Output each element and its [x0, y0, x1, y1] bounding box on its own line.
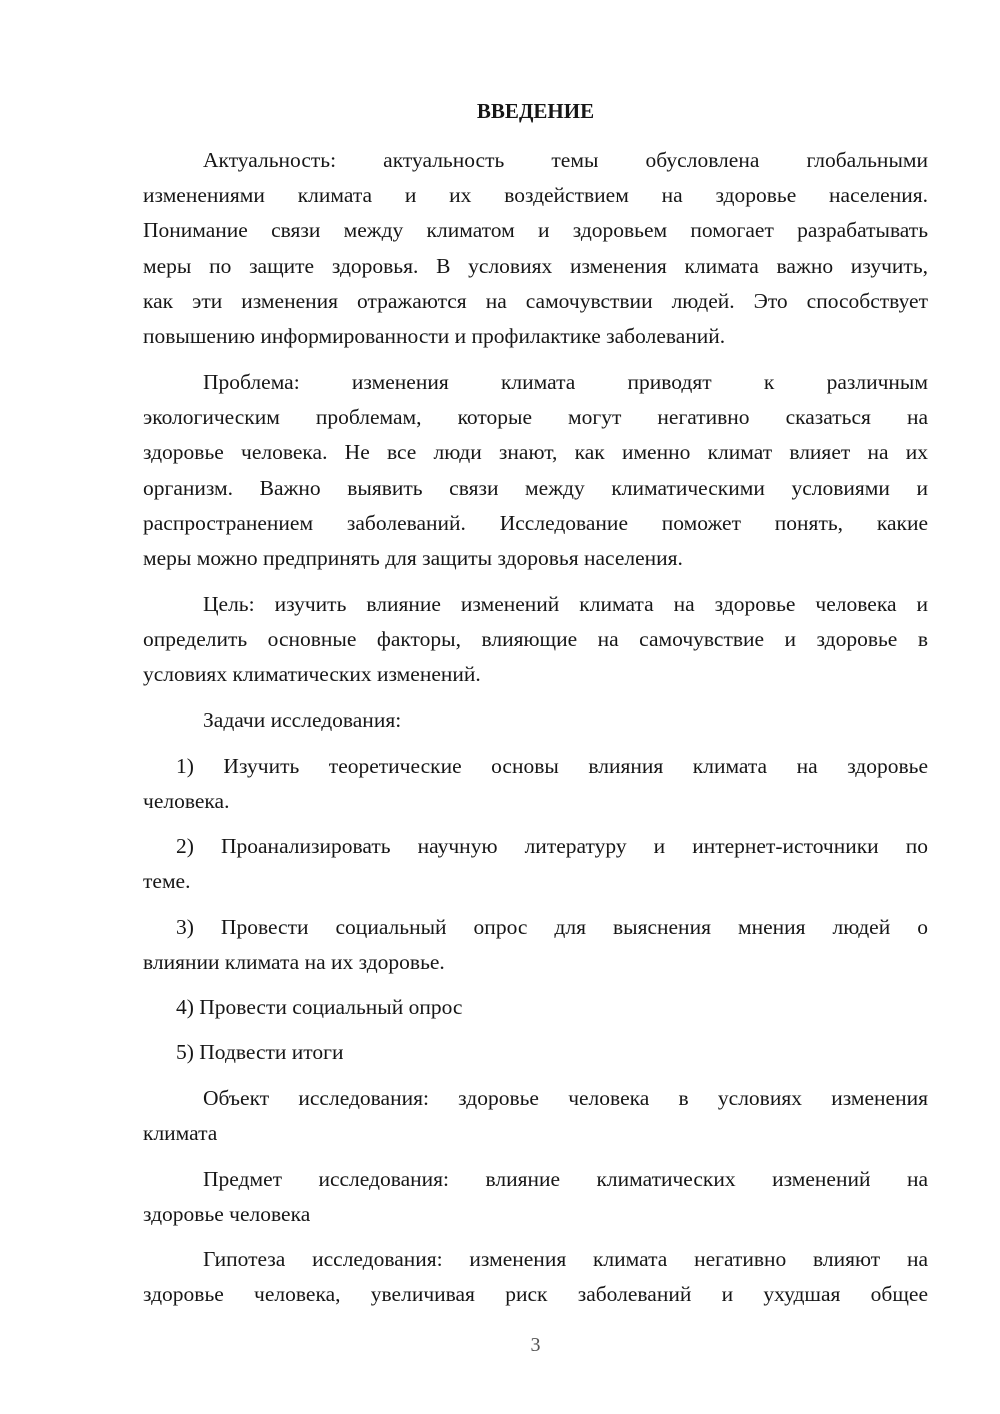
text-line: повышению информированности и профилактике заболеваний. — [143, 323, 726, 348]
object-paragraph — [143, 1081, 928, 1151]
text-line: 4) Провести социальный опрос — [176, 995, 463, 1019]
text-line: Понимание связи между климатом и здоровьем помогает разрабатывать — [143, 218, 928, 243]
text-line: определить основные факторы, влияющие на самочувствие и здоровье в — [143, 627, 928, 652]
text-line: экологическим проблемам, которые могут негативно сказаться на — [143, 405, 928, 430]
text-line: влиянии климата на их здоровье. — [143, 950, 445, 975]
text-line: организм. Важно выявить связи между климатическими условиями и — [143, 475, 928, 500]
text-line: Объект исследования: здоровье человека в условиях изменения — [203, 1086, 928, 1110]
task-item-5 — [143, 1035, 928, 1070]
text-line: Проблема: изменения климата приводят к различным — [203, 370, 928, 394]
page-number: 3 — [530, 1334, 541, 1356]
text-line: 3) Провести социальный опрос для выяснения мнения людей о — [176, 915, 928, 939]
text-line: теме. — [143, 869, 191, 894]
task-item-2 — [143, 829, 928, 899]
text-line: 5) Подвести итоги — [176, 1040, 344, 1064]
text-line: Предмет исследования: влияние климатических изменений на — [203, 1167, 928, 1191]
tasks-title: Задачи исследования: — [203, 708, 402, 732]
section-heading: ВВЕДЕНИЕ — [476, 99, 595, 123]
text-line: изменениями климата и их воздействием на здоровье населения. — [143, 183, 928, 208]
text-line: здоровье человека — [143, 1202, 311, 1227]
text-line: распространением заболеваний. Исследование поможет понять, какие — [143, 510, 928, 535]
text-line: климата — [143, 1121, 218, 1146]
problem-paragraph — [143, 365, 928, 576]
text-line: здоровье человека, увеличивая риск заболеваний и ухудшая общее — [143, 1282, 928, 1307]
subject-paragraph — [143, 1162, 928, 1232]
relevance-paragraph — [143, 143, 928, 354]
task-item-1 — [143, 749, 928, 819]
text-line: меры по защите здоровья. В условиях изменения климата важно изучить, — [143, 253, 928, 278]
text-line: как эти изменения отражаются на самочувствии людей. Это способствует — [143, 288, 928, 313]
text-line: Актуальность: актуальность темы обусловлена глобальными — [203, 148, 928, 172]
text-line: 1) Изучить теоретические основы влияния климата на здоровье — [176, 754, 928, 778]
task-item-4 — [143, 990, 928, 1025]
text-line: меры можно предпринять для защиты здоровья населения. — [143, 545, 683, 570]
text-line: здоровье человека. Не все люди знают, как именно климат влияет на их — [143, 440, 928, 465]
text-line: 2) Проанализировать научную литературу и интернет-источники по — [176, 834, 928, 858]
text-line: человека. — [143, 789, 230, 814]
hypothesis-paragraph — [143, 1242, 928, 1312]
text-line: Гипотеза исследования: изменения климата негативно влияют на — [203, 1247, 928, 1271]
text-line: Цель: изучить влияние изменений климата на здоровье человека и — [203, 592, 928, 616]
goal-paragraph — [143, 587, 928, 693]
task-item-3 — [143, 910, 928, 980]
text-line: условиях климатических изменений. — [143, 662, 481, 687]
